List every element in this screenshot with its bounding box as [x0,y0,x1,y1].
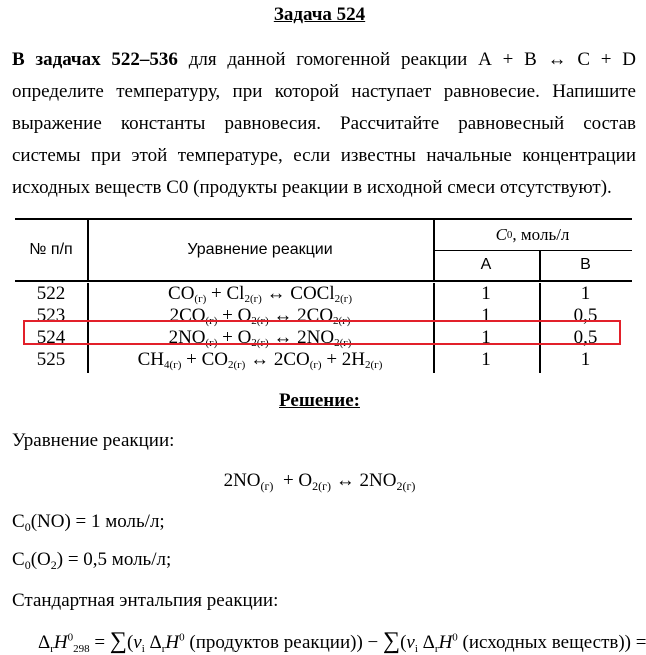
row-equation: $2NO_{(г)} + O_{2(г)}$ ↔ $2NO_{2(г)}$ [168,327,352,349]
enthalpy-label: Стандартная энтальпия реакции: [12,590,279,611]
task-title: Задача 524 [273,4,366,25]
header-c0-symbol: C [495,225,507,244]
row-num: 525 [36,349,66,370]
header-a: А [480,256,492,273]
task-range: В задачах 522–536 [12,49,178,70]
main-equation: $2NO_{(г)} + O_{2(г)}$ ↔ $2NO_{2(г)}$ [223,470,416,493]
row-b: 1 [580,349,591,370]
row-a: 1 [481,305,491,326]
row-equation: $CO_{(г)} + Cl_{2(г)}$ ↔ COCl$_{2(г)}$ [168,283,352,305]
header-num: № п/п [29,241,73,258]
task-text: для данной гомогенной реакции А + В ↔ С + D определите температуру, при которой наступает равновесие. Напишите выражение константы равновесия. Рассчитайте равновесный состав системы при этой температуре, если известны начальные концентрации исходных веществ С0 (продукты реакции в исходной смеси отсутствуют). [12,49,636,198]
c0-no-line: $C_0(NO) = 1$ моль/л; [12,511,165,534]
row-num: 523 [36,305,66,326]
row-a: 1 [481,349,491,370]
equation-label: Уравнение реакции: [12,430,175,451]
c0-o2-line: $C_0(O_2) = 0,5$ моль/л; [12,549,172,572]
row-a: 1 [481,283,491,304]
row-b: 0,5 [573,305,598,326]
table-row [15,283,632,305]
header-c0 [433,220,632,250]
row-equation: $CH_{4(г)} + CO_{2(г)}$ ↔ $2CO_{(г)} + 2H_{2(г)}$ [137,349,383,371]
header-b: В [580,256,591,273]
row-highlight-box [23,320,621,345]
task-description [12,44,636,204]
row-b: 1 [580,283,591,304]
header-c0-unit: , моль/л [512,225,570,244]
row-b: 0,5 [573,327,598,348]
reaction-table [15,218,632,371]
enthalpy-formula: $\Delta_rH^0_{298} = \sum(\nu_i$ $\Delta_rH^0$ (продуктов реакции)) − $\sum(\nu_i$ $\Delta_rH^0$ (исходных веществ)) = [38,628,646,655]
solution-heading: Решение: [279,390,360,411]
row-num: 524 [36,327,66,348]
header-c0-sub: 0 [506,229,513,241]
row-num: 522 [36,283,66,304]
table-header [15,218,632,282]
table-row [15,349,632,371]
row-equation: $2CO_{(г)} + O_{2(г)}$ ↔ $2CO_{2(г)}$ [169,305,351,327]
row-a: 1 [481,327,491,348]
header-equation: Уравнение реакции [187,241,333,258]
